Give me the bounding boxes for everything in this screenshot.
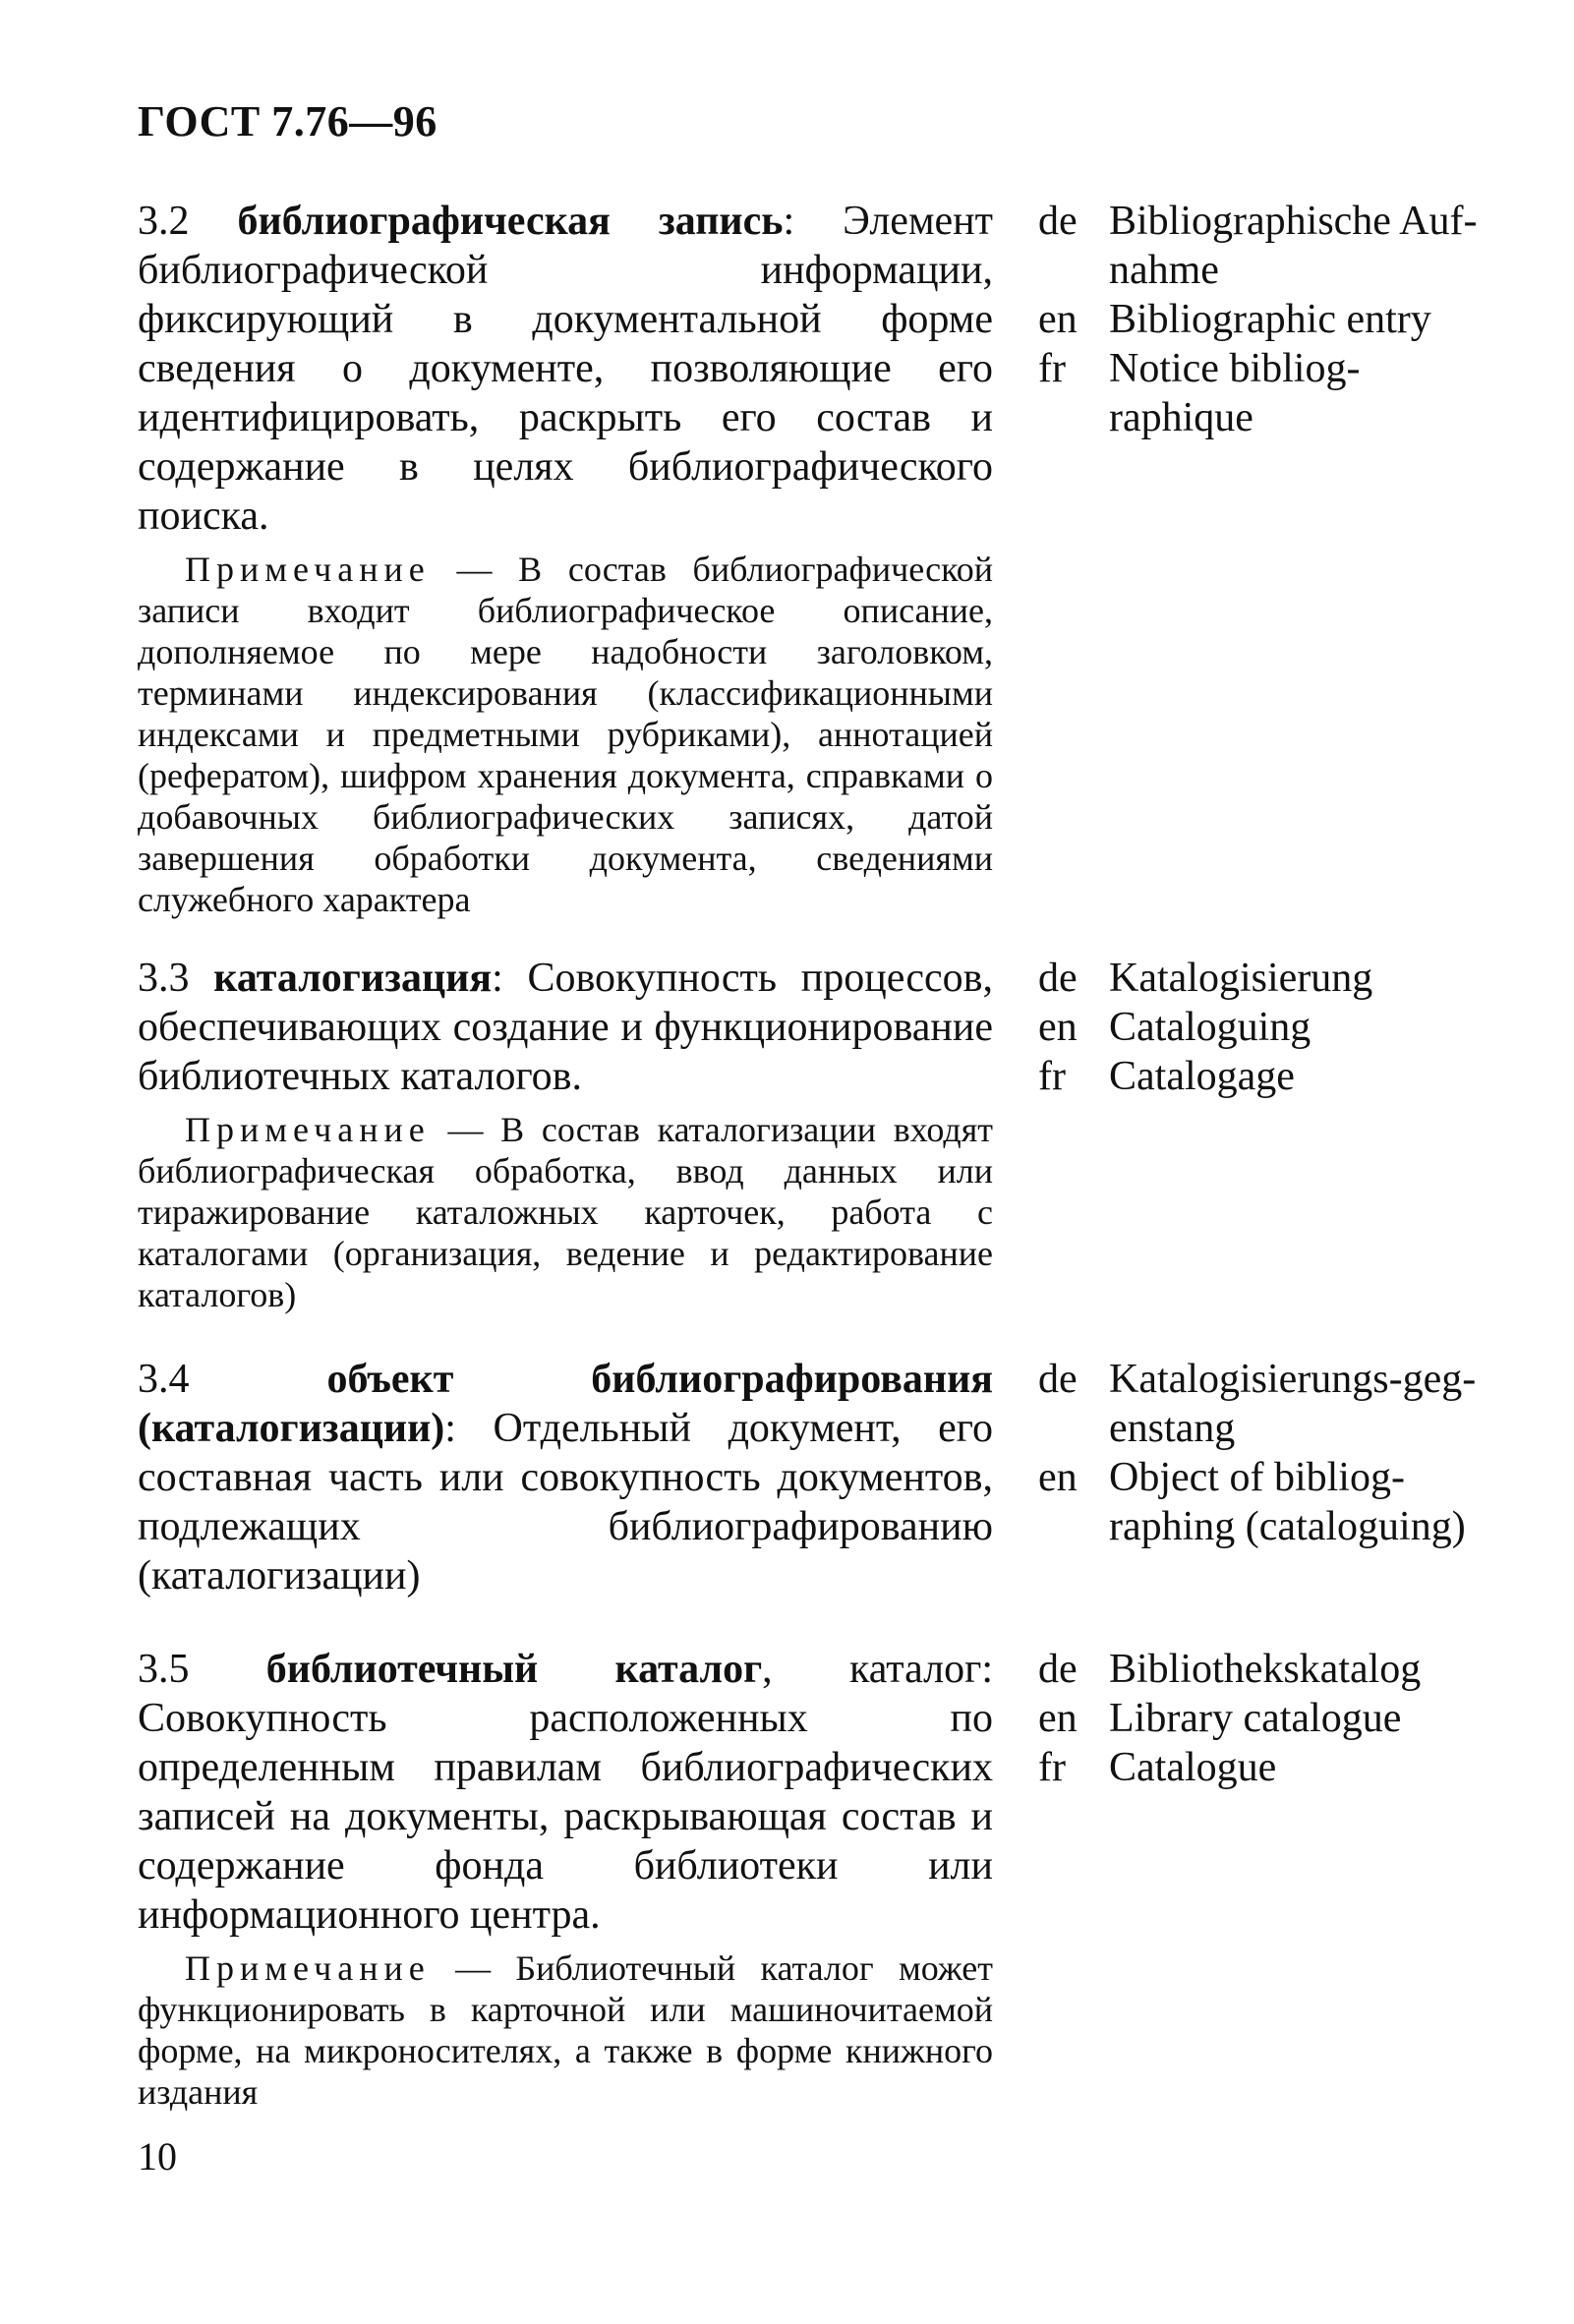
equivalent-de: [1038, 1645, 1549, 1694]
page-header: ГОСТ 7.76—96: [138, 97, 437, 145]
entry-separator: , каталог:: [762, 1647, 993, 1692]
entry-note: [138, 1947, 993, 2113]
equivalent-lang: de: [1038, 1357, 1078, 1402]
entry-definition-text: Элемент библиографической информации, фиксирующий в документальной форме сведения о документе, позволяющие его идентифицировать, раскрыть его состав и содержание в целях библиографического поиска.: [138, 199, 993, 539]
entry-term: объект библиографирования (каталогизации): [138, 1357, 993, 1451]
equivalent-term: Bibliothekskatalog: [1109, 1647, 1422, 1692]
entry-definition-text: Отдельный документ, его составная часть или совокупность документов, подлежащих библиографированию (каталогизации): [138, 1406, 993, 1598]
equivalent-lang: fr: [1038, 1054, 1066, 1099]
entry-separator: :: [492, 956, 503, 1001]
entry-equivalents: [1038, 197, 1549, 442]
note-label: Примечание: [185, 1948, 431, 1988]
equivalent-term: Katalogisierungs-geg- enstang: [1109, 1357, 1477, 1451]
note-text: — В состав библиографической записи входит библиографическое описание, дополняемое по мере надобности заголовком, терминами индексирования (классификационными индексами и предметными рубриками), аннотацией (рефератом), шифром хранения документа, справками о добавочных библиографических записях, датой завершения обработки документа, сведениями служебного характера: [138, 550, 994, 919]
equivalent-en: [1038, 295, 1549, 344]
equivalent-de: [1038, 1355, 1549, 1453]
equivalent-lang: fr: [1038, 346, 1066, 391]
entry-note: [138, 1109, 993, 1315]
note-label: Примечание: [185, 1110, 431, 1149]
equivalent-de: [1038, 197, 1549, 295]
equivalent-fr: [1038, 1743, 1549, 1792]
note-text: — В состав каталогизации входят библиографическая обработка, ввод данных или тиражирование каталожных карточек, работа с каталогами (организация, ведение и редактирование каталогов): [138, 1110, 993, 1314]
equivalent-de: [1038, 954, 1549, 1003]
entry-definition-column: [138, 197, 993, 920]
equivalent-term: Cataloguing: [1109, 1005, 1312, 1050]
entry-definition: [138, 197, 993, 541]
equivalent-fr: [1038, 1052, 1549, 1101]
entry-definition-column: [138, 954, 993, 1315]
entry-definition-text: Совокупность процессов, обеспечивающих создание и функционирование библиотечных каталогов.: [138, 956, 994, 1099]
equivalent-en: [1038, 1003, 1549, 1052]
entry-number: 3.5: [138, 1647, 190, 1692]
entry-equivalents: [1038, 1355, 1549, 1551]
note-text: — Библиотечный каталог может функционировать в карточной или машиночитаемой форме, на микроносителях, а также в форме книжного издания: [138, 1948, 994, 2112]
entry-number: 3.4: [138, 1357, 190, 1402]
entry-number: 3.3: [138, 956, 190, 1001]
equivalent-lang: fr: [1038, 1745, 1066, 1790]
entry-definition: [138, 954, 993, 1101]
equivalent-en: [1038, 1694, 1549, 1743]
entry-definition-column: [138, 1645, 993, 2113]
equivalent-term: Catalogage: [1109, 1054, 1295, 1099]
equivalent-en: [1038, 1453, 1549, 1551]
entry-definition-column: [138, 1355, 993, 1600]
equivalent-term: Object of bibliog- raphing (cataloguing): [1109, 1455, 1466, 1549]
note-label: Примечание: [185, 550, 431, 589]
entry-definition: [138, 1645, 993, 1940]
equivalent-lang: de: [1038, 956, 1078, 1001]
entry-separator: :: [444, 1406, 456, 1451]
entry-number: 3.2: [138, 199, 190, 244]
equivalent-lang: en: [1038, 297, 1078, 342]
equivalent-term: Library catalogue: [1109, 1696, 1402, 1741]
entry-definition-text: Совокупность расположенных по определенным правилам библиографических записей на документы, раскрывающая состав и содержание фонда библиотеки или информационного центра.: [138, 1696, 993, 1938]
equivalent-lang: en: [1038, 1696, 1078, 1741]
page-number: 10: [138, 2134, 177, 2179]
equivalent-fr: [1038, 344, 1549, 442]
equivalent-lang: de: [1038, 1647, 1078, 1692]
entry-term: каталогизация: [213, 956, 493, 1001]
equivalent-term: Bibliographic entry: [1109, 297, 1431, 342]
entry-note: [138, 549, 993, 920]
equivalent-lang: de: [1038, 199, 1078, 244]
entry-term: библиографическая запись: [237, 199, 784, 244]
equivalent-term: Catalogue: [1109, 1745, 1277, 1790]
equivalent-lang: en: [1038, 1005, 1078, 1050]
equivalent-term: Katalogisierung: [1109, 956, 1373, 1001]
entry-separator: :: [783, 199, 795, 244]
equivalent-term: Notice bibliog- raphique: [1109, 346, 1361, 440]
equivalent-term: Bibliographische Auf- nahme: [1109, 199, 1478, 293]
entry-definition: [138, 1355, 993, 1600]
equivalent-lang: en: [1038, 1455, 1078, 1500]
entry-equivalents: [1038, 1645, 1549, 1792]
entry-equivalents: [1038, 954, 1549, 1101]
entry-term: библиотечный каталог: [265, 1647, 763, 1692]
